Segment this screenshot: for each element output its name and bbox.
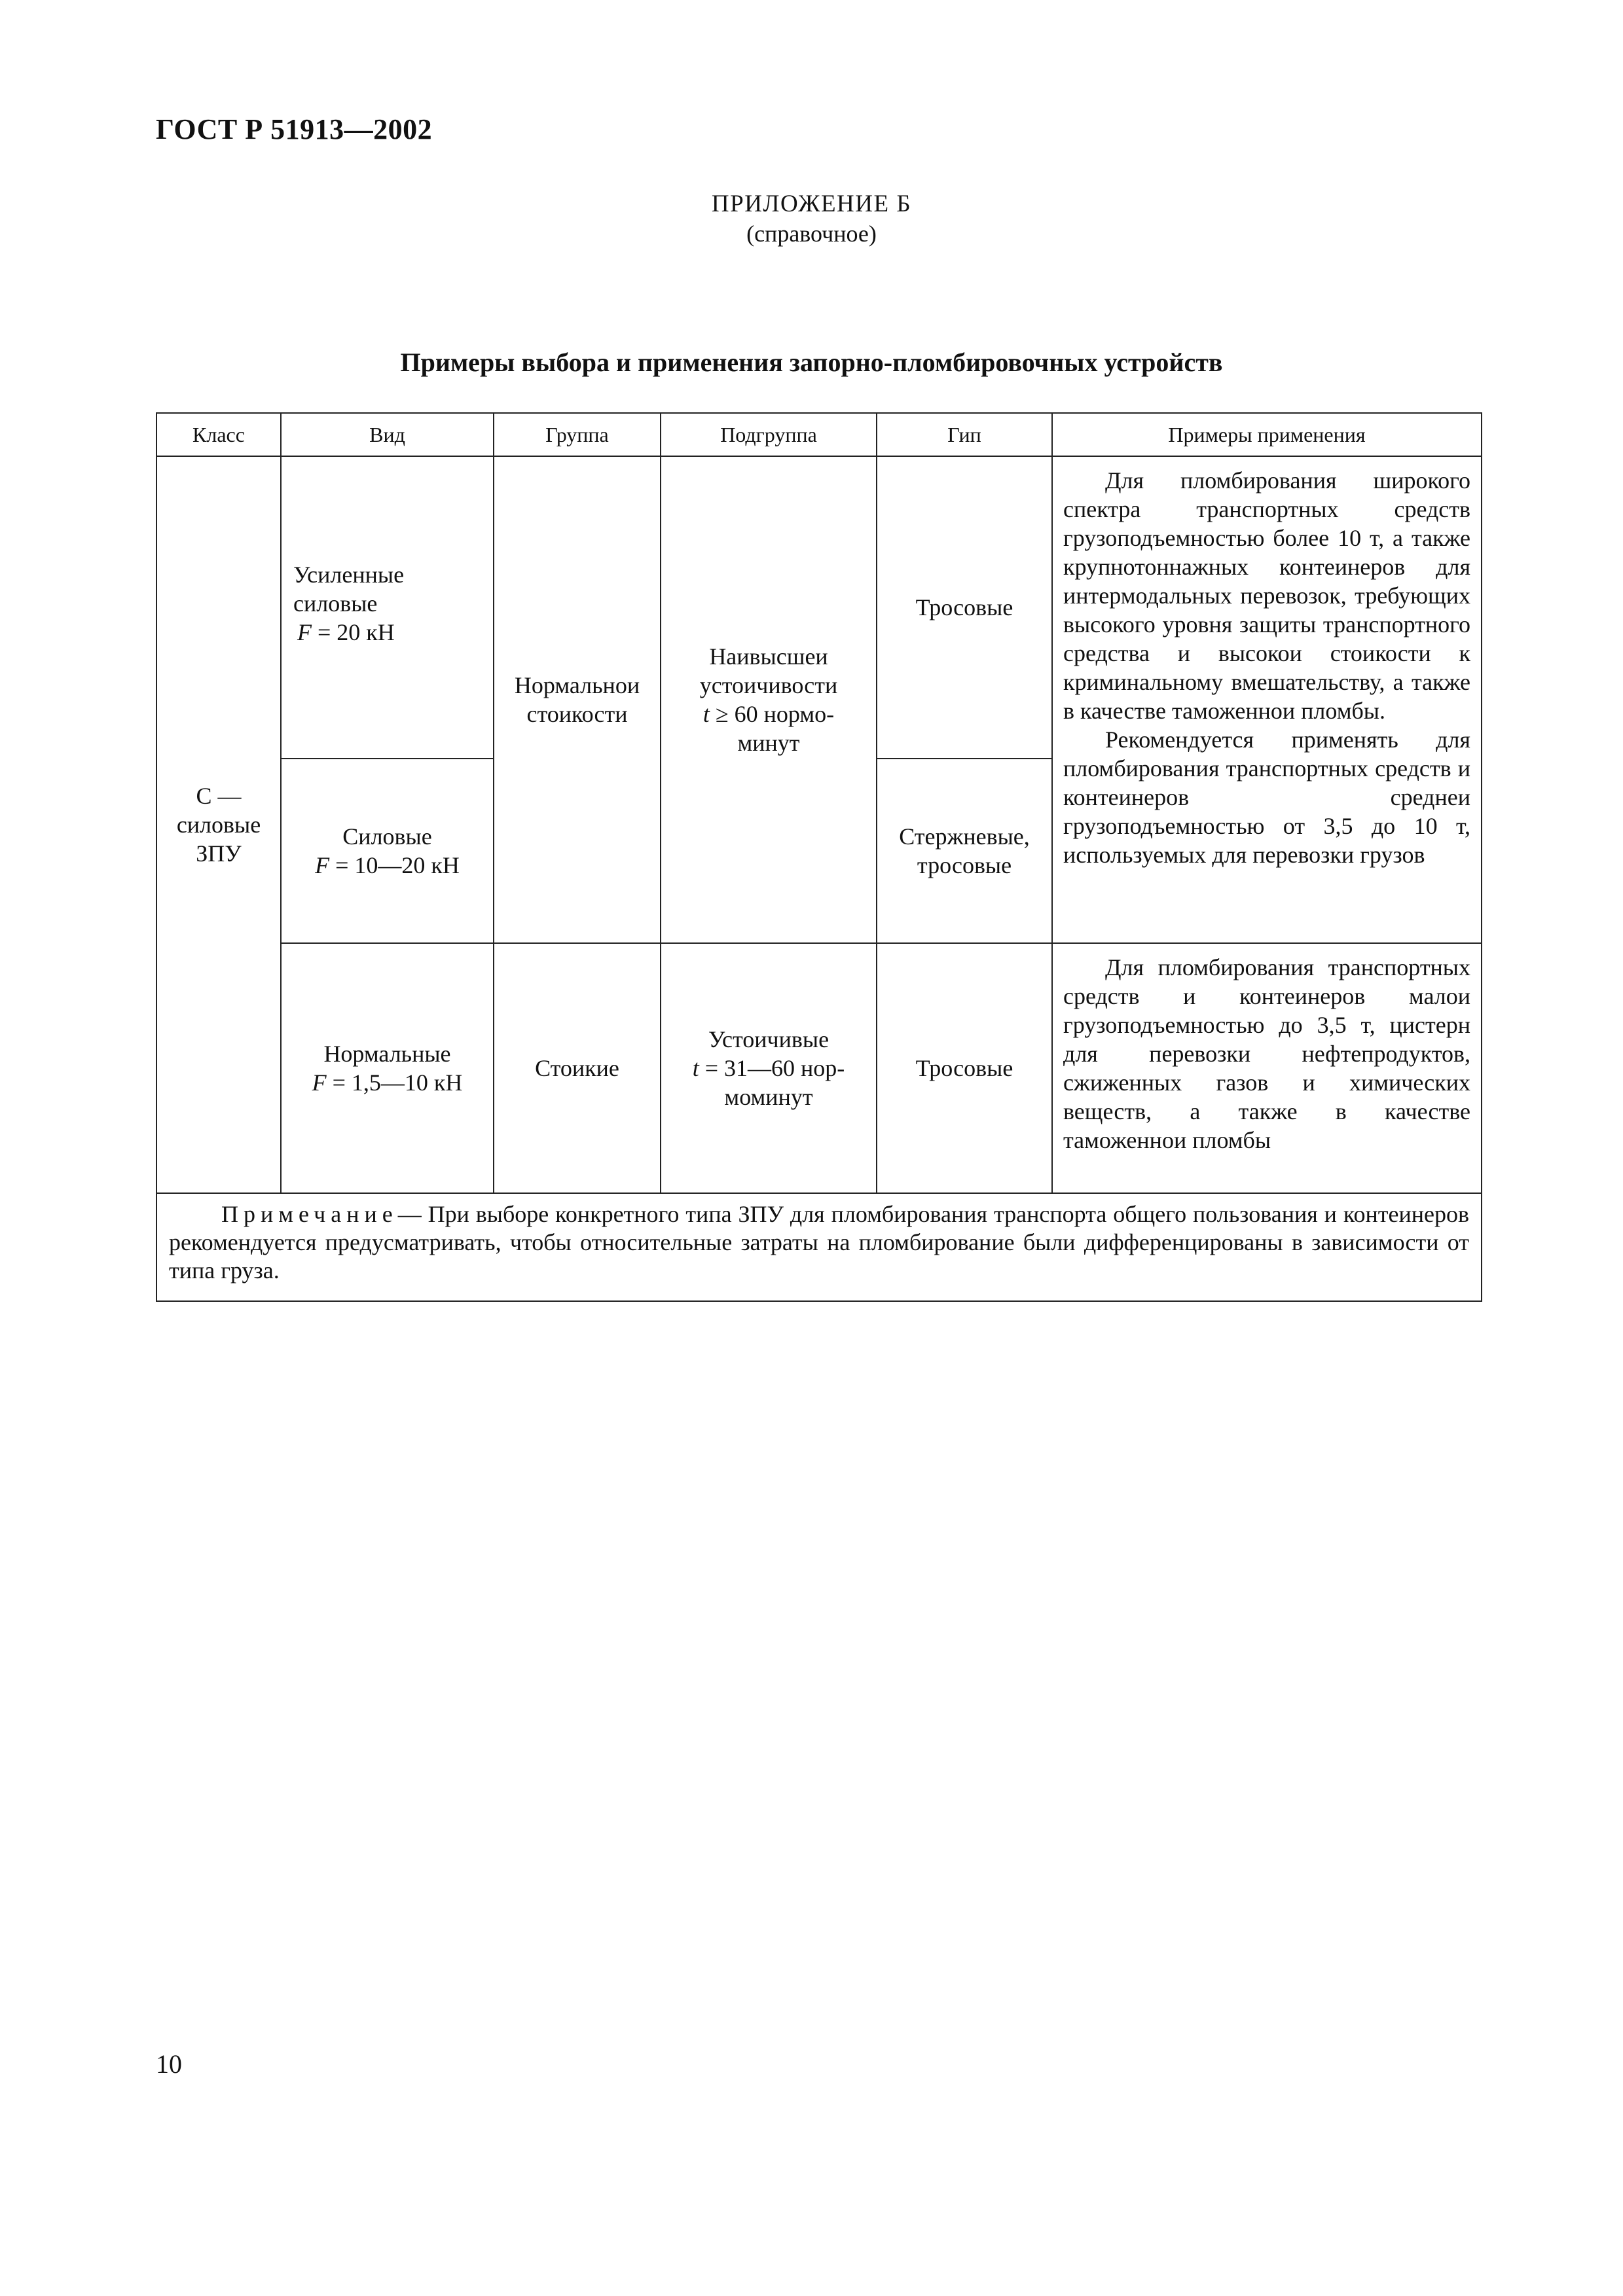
page-number: 10: [156, 2049, 182, 2079]
table-row: [156, 943, 1482, 1193]
table-title: Примеры выбора и применения запорно-пломбировочных устройств: [400, 348, 1223, 377]
note-label: Примечание: [221, 1201, 398, 1227]
appendix-subtitle: (справочное): [746, 221, 877, 247]
type-cell-cable-2: Тросовые: [877, 943, 1052, 1193]
column-header-subgroup: Подгруппа: [661, 413, 877, 456]
column-header-examples: Примеры применения: [1052, 413, 1482, 456]
column-header-kind: Вид: [281, 413, 494, 456]
examples-cell-heavy: Для пломбирования широкого спектра транспортных средств грузоподъемностью более 10 т, а также крупнотоннажных контеинеров для интермодальных перевозок, требующих высокого уровня защиты транспортного средства и высокои стоикости к криминальному вмешательству, а также в качестве таможеннои пломбы. Рекомендуется применять для пломбирования транспортных средств и контеинеров среднеи грузоподъемностью от 3,5 до 10 т, используемых для перевозки грузов: [1052, 456, 1482, 943]
examples-cell-light: Для пломбирования транспортных средств и контеинеров малои грузоподъемностью до 3,5 т, цистерн для перевозки нефтепродуктов, сжиженных газов и химических веществ, а также в качестве таможеннои пломбы: [1052, 943, 1482, 1193]
column-header-group: Группа: [494, 413, 661, 456]
group-cell-resistant: Стоикие: [494, 943, 661, 1193]
standard-code: ГОСТ Р 51913—2002: [156, 113, 433, 145]
kind-cell-reinforced: Усиленные силовые F = 20 кН: [281, 456, 494, 759]
subgroup-cell-stable: Устоичивые t = 31—60 нор- моминут: [661, 943, 877, 1193]
column-header-type: Гип: [877, 413, 1052, 456]
group-cell-normal: Нормальнои стоикости: [494, 456, 661, 943]
seal-devices-table: [156, 412, 1482, 1302]
note-row: [156, 1193, 1482, 1301]
type-cell-rod-cable: Стержневые, тросовые: [877, 759, 1052, 943]
subgroup-cell-highest: Наивысшеи устоичивости t ≥ 60 нормо- минут: [661, 456, 877, 943]
appendix-title: ПРИЛОЖЕНИЕ Б: [711, 190, 912, 217]
table-note: [156, 1193, 1482, 1301]
class-cell: С — силовые ЗПУ: [156, 456, 281, 1193]
table-row: [156, 456, 1482, 759]
note-text: — При выборе конкретного типа ЗПУ для пломбирования транспорта общего пользования и контеинеров рекомендуется предусматривать, чтобы относительные затраты на пломбирование были дифференцированы в зависимости от типа груза.: [169, 1201, 1469, 1283]
kind-cell-power: Силовые F = 10—20 кН: [281, 759, 494, 943]
table-header-row: [156, 413, 1482, 456]
column-header-class: Класс: [156, 413, 281, 456]
kind-cell-normal: Нормальные F = 1,5—10 кН: [281, 943, 494, 1193]
type-cell-cable: Тросовые: [877, 456, 1052, 759]
